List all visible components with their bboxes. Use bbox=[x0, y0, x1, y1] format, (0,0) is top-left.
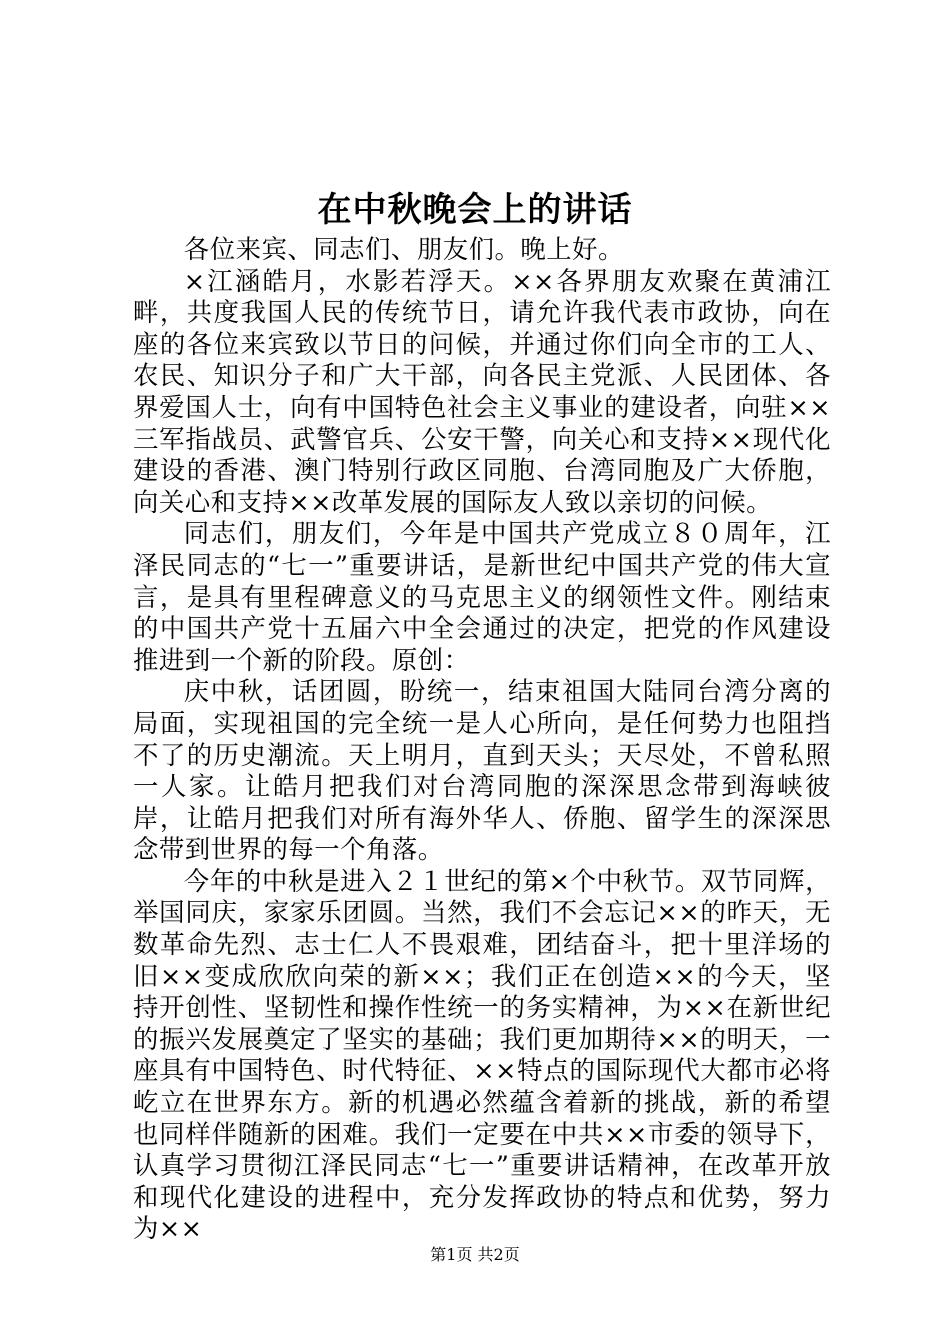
paragraph-greeting: 各位来宾、同志们、朋友们。晚上好。 bbox=[183, 234, 624, 264]
paragraph-party-anniversary: 同志们，朋友们，今年是中国共产党成立８０周年，江泽民同志的“七一”重要讲话，是新世纪中国共产党的伟大宣言，是具有里程碑意义的马克思主义的纲领性文件。刚结束的中国共产党十五届六中全会通过的决定，把党的作风建设推进到一个新的阶段。原创： bbox=[133, 518, 831, 675]
page-footer: 第1页 共2页 bbox=[430, 1245, 520, 1264]
document-title: 在中秋晚会上的讲话 bbox=[317, 190, 633, 230]
paragraph-festival-greetings: ×江涵皓月，水影若浮天。××各界朋友欢聚在黄浦江畔，共度我国人民的传统节日，请允许我代表市政协，向在座的各位来宾致以节日的问候，并通过你们向全市的工人、农民、知识分子和广大干部，向各民主党派、人民团体、各界爱国人士，向有中国特色社会主义事业的建设者，向驻××三军指战员、武警官兵、公安干警，向关心和支持××现代化建设的香港、澳门特别行政区同胞、台湾同胞及广大侨胞，向关心和支持××改革发展的国际友人致以亲切的问候。 bbox=[133, 265, 831, 517]
document-body bbox=[133, 234, 831, 1245]
paragraph-new-century: 今年的中秋是进入２１世纪的第×个中秋节。双节同辉，举国同庆，家家乐团圆。当然，我们不会忘记××的昨天，无数革命先烈、志士仁人不畏艰难，团结奋斗，把十里洋场的旧××变成欣欣向荣的新××；我们正在创造××的今天，坚持开创性、坚韧性和操作性统一的务实精神，为××在新世纪的振兴发展奠定了坚实的基础；我们更加期待××的明天，一座具有中国特色、时代特征、××特点的国际现代大都市必将屹立在世界东方。新的机遇必然蕴含着新的挑战，新的希望也同样伴随新的困难。我们一定要在中共××市委的领导下，认真学习贯彻江泽民同志“七一”重要讲话精神，在改革开放和现代化建设的进程中，充分发挥政协的特点和优势，努力为×× bbox=[133, 865, 831, 1244]
paragraph-reunification: 庆中秋，话团圆，盼统一，结束祖国大陆同台湾分离的局面，实现祖国的完全统一是人心所向，是任何势力也阻挡不了的历史潮流。天上明月，直到天头；天尽处，不曾私照一人家。让皓月把我们对台湾同胞的深深思念带到海峡彼岸，让皓月把我们对所有海外华人、侨胞、留学生的深深思念带到世界的每一个角落。 bbox=[133, 676, 831, 865]
